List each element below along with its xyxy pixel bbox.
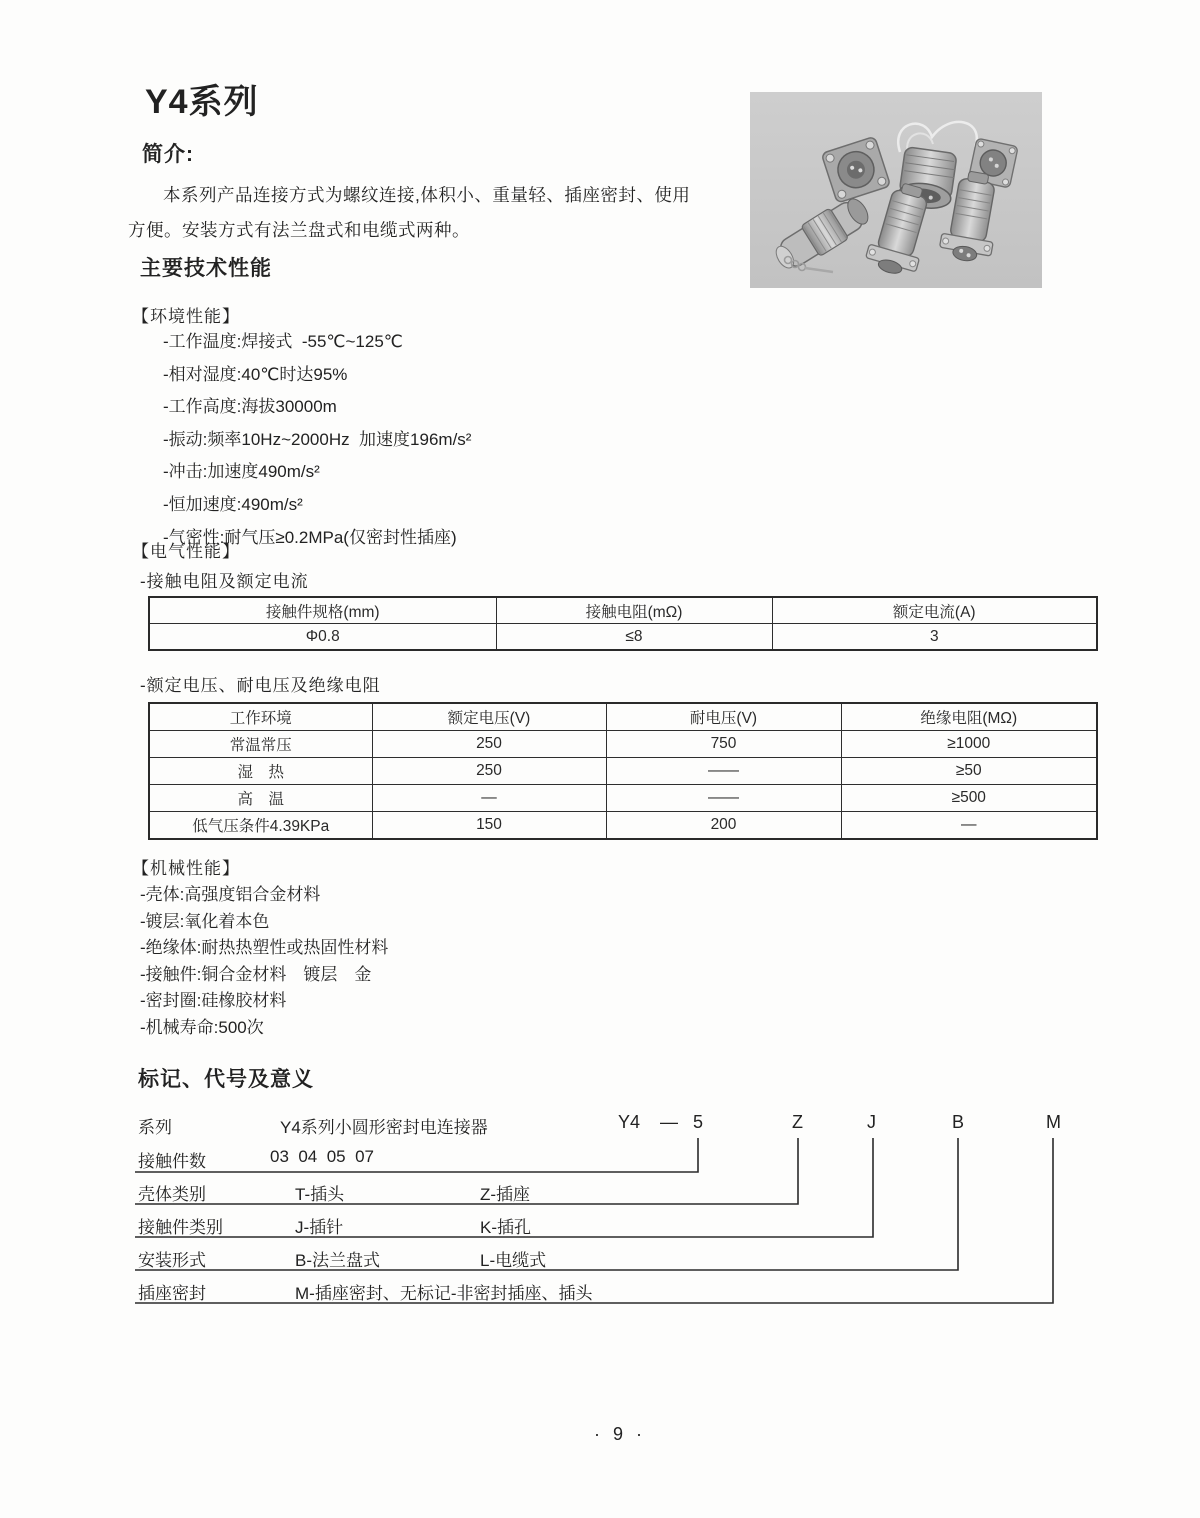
marking-row-value: 03 04 05 07 — [270, 1147, 374, 1166]
table-header-cell: 工作环境 — [149, 703, 372, 731]
code-contact: J — [867, 1112, 876, 1132]
env-heading: 【环境性能】 — [132, 307, 240, 326]
table-header-row — [149, 597, 1097, 624]
table-cell: 常温常压 — [149, 731, 372, 758]
table-cell: — — [841, 812, 1097, 840]
table-header-cell: 接触件规格(mm) — [149, 597, 496, 624]
code-count: 5 — [693, 1112, 704, 1132]
table-cell: 200 — [606, 812, 841, 840]
marking-diagram — [0, 1100, 1200, 1330]
table-header-cell: 额定电压(V) — [372, 703, 606, 731]
code-shell: Z — [792, 1112, 803, 1132]
table-header-cell: 额定电流(A) — [772, 597, 1097, 624]
env-item: -相对湿度:40℃时达95% — [163, 364, 348, 384]
code-series: Y4 — [618, 1112, 641, 1132]
marking-row-value: L-电缆式 — [480, 1251, 547, 1270]
product-photo — [750, 92, 1042, 288]
env-item: -气密性:耐气压≥0.2MPa(仅密封性插座) — [163, 527, 457, 547]
table-cell: ≥500 — [841, 785, 1097, 812]
marking-row-label: 壳体类别 — [138, 1185, 206, 1204]
marking-row-value: M-插座密封、无标记-非密封插座、插头 — [295, 1284, 593, 1303]
table-cell: ≥50 — [841, 758, 1097, 785]
table-header-cell: 耐电压(V) — [606, 703, 841, 731]
marking-row-label: 系列 — [138, 1118, 172, 1137]
voltage-insulation-table — [148, 702, 1098, 840]
table-cell: 750 — [606, 731, 841, 758]
connectors-photo-illustration — [750, 92, 1042, 288]
code-dash: — — [660, 1112, 678, 1132]
env-list — [163, 326, 471, 554]
mech-item: -壳体:高强度铝合金材料 — [140, 885, 321, 904]
marking-row-value: B-法兰盘式 — [295, 1251, 380, 1270]
env-item: -工作高度:海拔30000m — [163, 397, 337, 417]
code-seal: M — [1046, 1112, 1061, 1132]
intro-heading: 简介: — [142, 143, 194, 166]
marking-row-value: T-插头 — [295, 1185, 345, 1204]
contact-resistance-table — [148, 596, 1098, 651]
marking-row-label: 插座密封 — [138, 1284, 206, 1303]
page-title: Y4系列 — [145, 83, 259, 121]
table-row — [149, 758, 1097, 785]
mech-item: -接触件:铜合金材料 镀层 金 — [140, 964, 372, 984]
table-cell: 150 — [372, 812, 606, 840]
table-row — [149, 624, 1097, 651]
marking-row-label: 接触件数 — [138, 1152, 206, 1171]
table-header-row — [149, 703, 1097, 731]
table-header-cell: 绝缘电阻(MΩ) — [841, 703, 1097, 731]
marking-row-label: 安装形式 — [138, 1251, 206, 1270]
table-cell: 低气压条件4.39KPa — [149, 812, 372, 840]
table-row — [149, 731, 1097, 758]
mech-item: -密封圈:硅橡胶材料 — [140, 991, 287, 1011]
table-cell: Φ0.8 — [149, 624, 496, 651]
table-cell: 250 — [372, 758, 606, 785]
table-row — [149, 812, 1097, 840]
marking-row-value: K-插孔 — [480, 1218, 531, 1237]
marking-heading: 标记、代号及意义 — [138, 1068, 314, 1091]
table-cell: 3 — [772, 624, 1097, 651]
elec-heading: 【电气性能】 — [132, 542, 240, 561]
elec-sub1: -接触电阻及额定电流 — [140, 572, 309, 591]
table-cell: —— — [606, 785, 841, 812]
table-header-cell: 接触电阻(mΩ) — [496, 597, 772, 624]
mech-item: -机械寿命:500次 — [140, 1017, 264, 1037]
mech-item: -镀层:氧化着本色 — [140, 911, 270, 931]
table-cell: —— — [606, 758, 841, 785]
env-item: -工作温度:焊接式 -55℃~125℃ — [163, 332, 403, 351]
table-row — [149, 785, 1097, 812]
env-item: -恒加速度:490m/s² — [163, 494, 303, 514]
marking-row-label: 接触件类别 — [138, 1218, 223, 1237]
env-item: -冲击:加速度490m/s² — [163, 462, 320, 482]
marking-row-value: Z-插座 — [480, 1185, 531, 1204]
elec-sub2: -额定电压、耐电压及绝缘电阻 — [140, 676, 381, 695]
code-mount: B — [952, 1112, 965, 1132]
table-cell: ≤8 — [496, 624, 772, 651]
table-cell: 湿 热 — [149, 758, 372, 785]
mech-heading: 【机械性能】 — [132, 859, 240, 878]
env-item: -振动:频率10Hz~2000Hz 加速度196m/s² — [163, 429, 472, 449]
tech-heading: 主要技术性能 — [140, 257, 272, 280]
page-number: · 9 · — [593, 1424, 646, 1444]
mech-list — [140, 882, 388, 1042]
intro-paragraph: 本系列产品连接方式为螺纹连接,体积小、重量轻、插座密封、使用方便。安装方式有法兰盘式和电缆式两种。 — [128, 185, 691, 240]
table-cell: ≥1000 — [841, 731, 1097, 758]
marking-row-value: Y4系列小圆形密封电连接器 — [280, 1118, 488, 1137]
table-cell: — — [372, 785, 606, 812]
marking-row-value: J-插针 — [295, 1218, 344, 1237]
table-cell: 250 — [372, 731, 606, 758]
mech-item: -绝缘体:耐热热塑性或热固性材料 — [140, 938, 389, 958]
table-cell: 高 温 — [149, 785, 372, 812]
